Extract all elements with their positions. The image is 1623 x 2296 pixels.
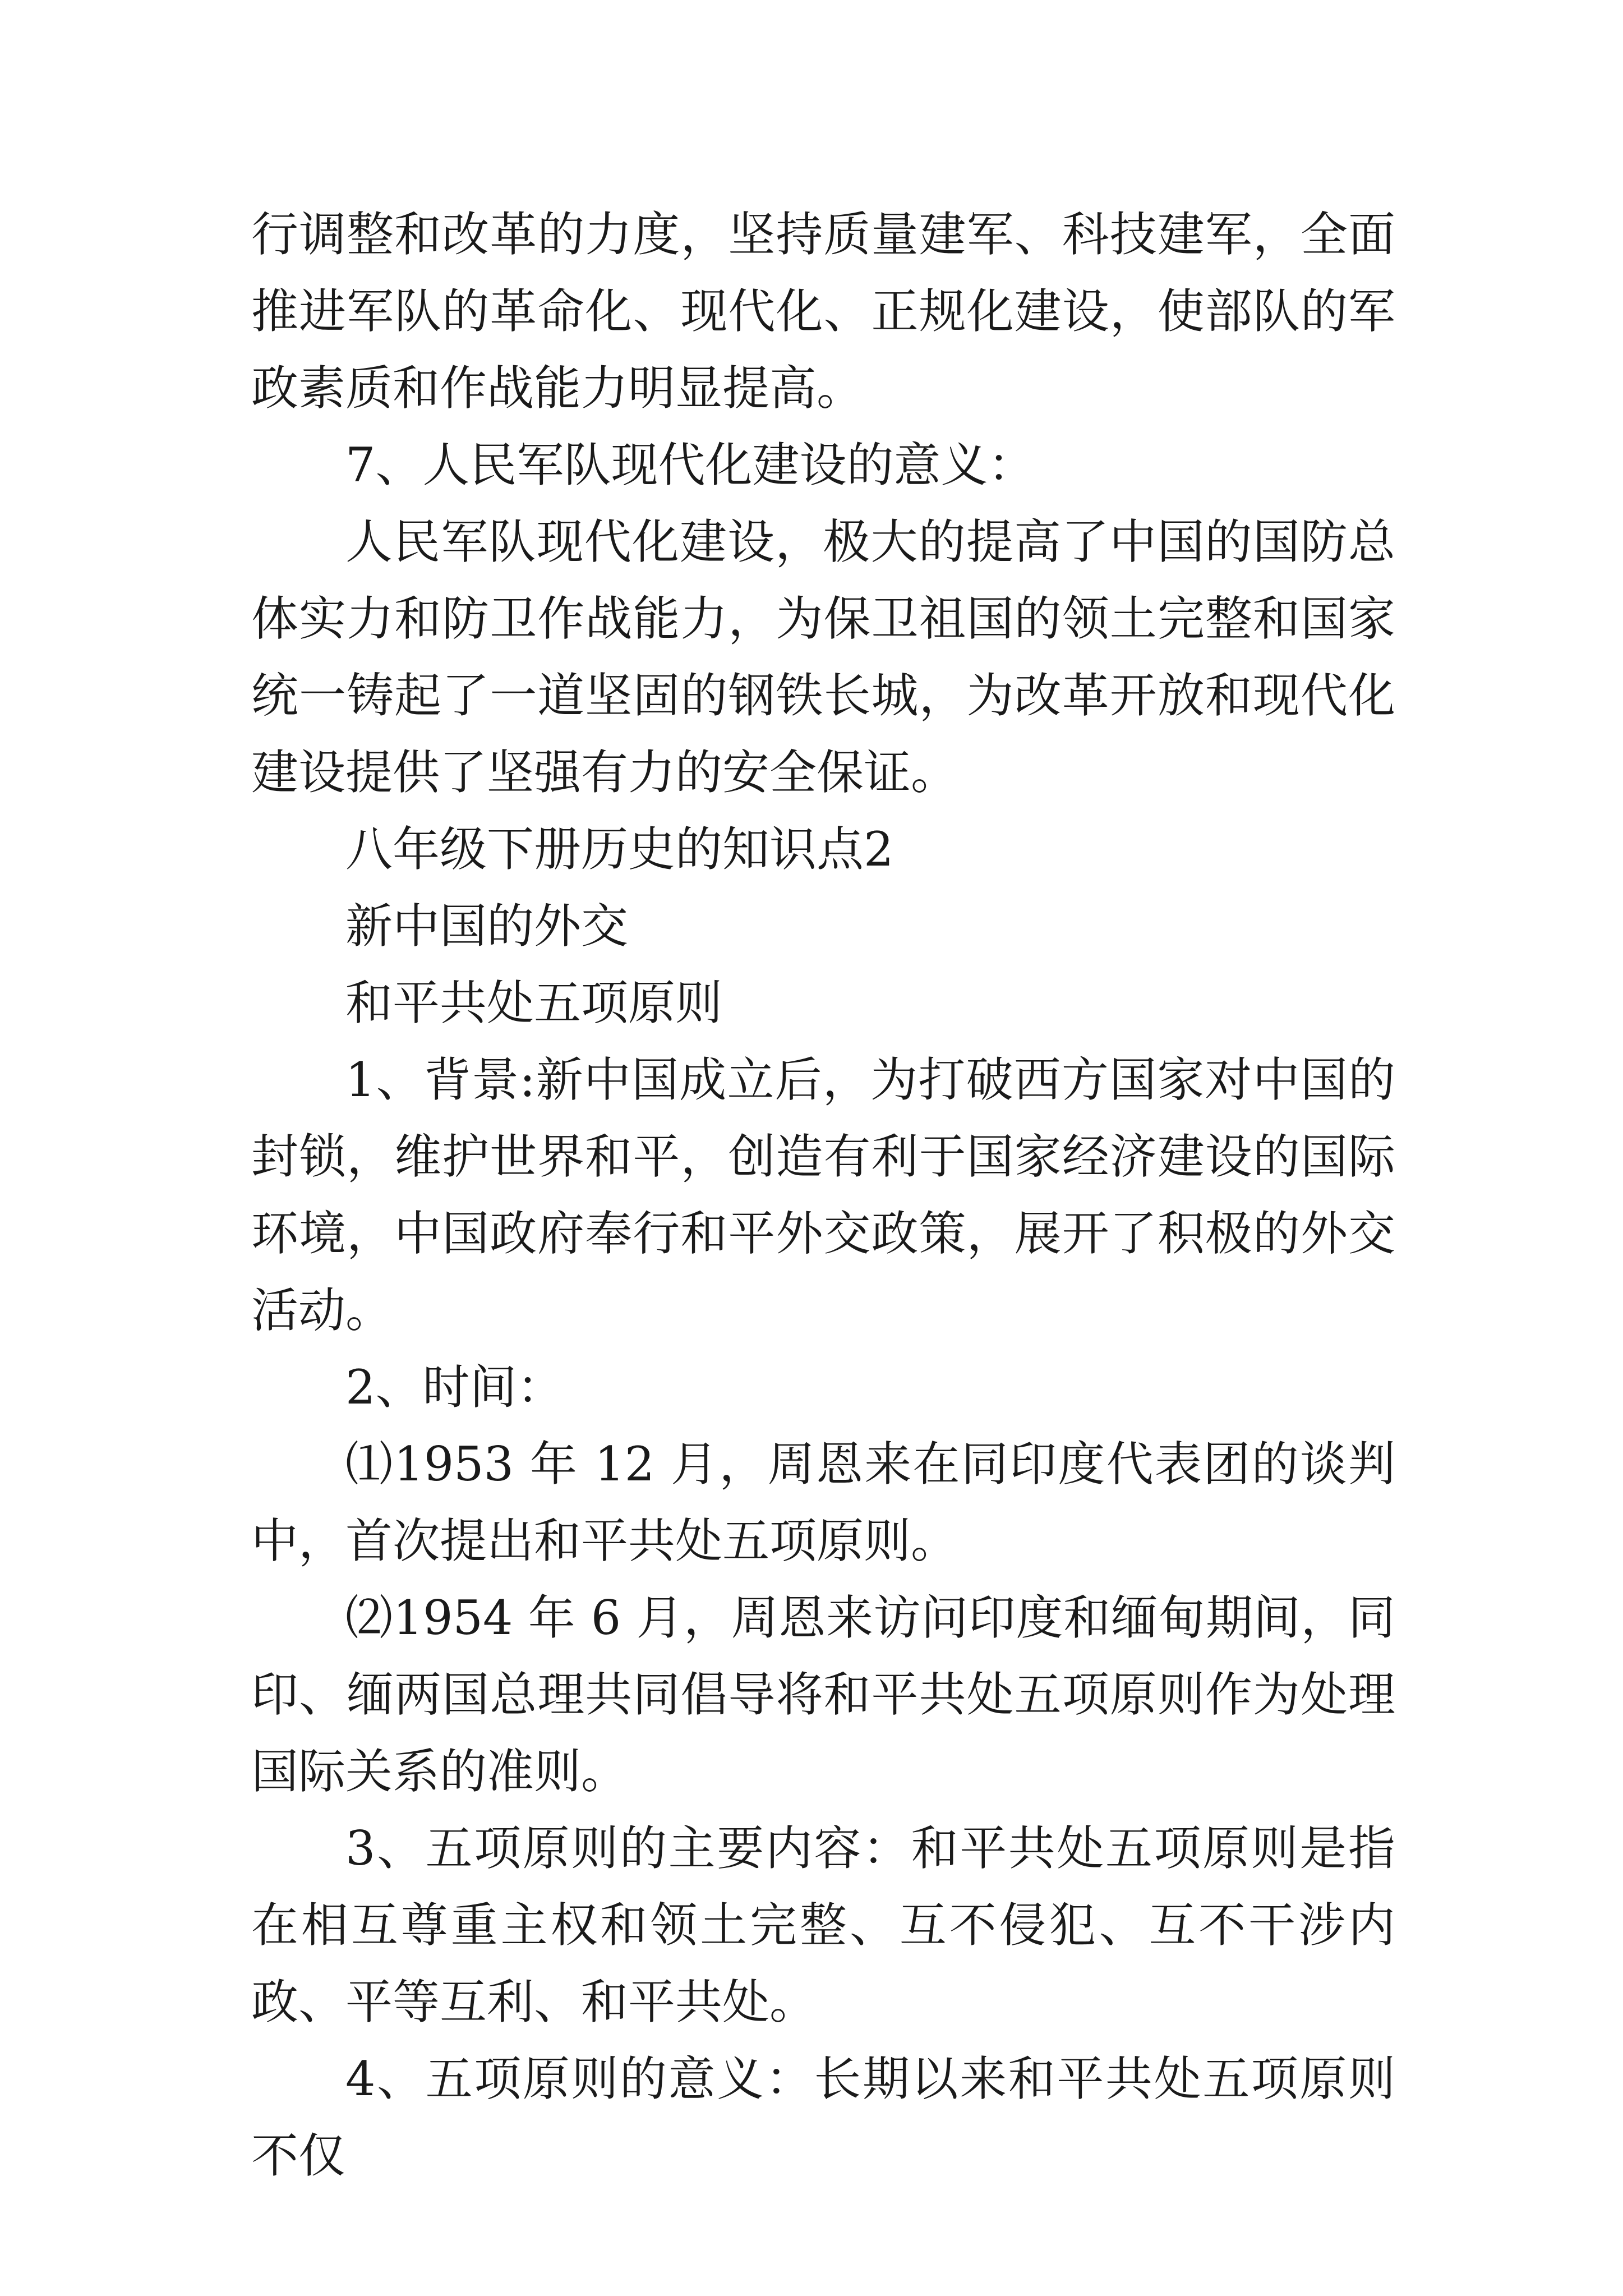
paragraph-time-1953: ⑴1953 年 12 月，周恩来在同印度代表团的谈判中，首次提出和平共处五项原则。 xyxy=(251,1437,1395,1568)
topic-title: 和平共处五项原则 xyxy=(345,976,723,1030)
paragraph-time-heading: 2、时间： xyxy=(345,1360,564,1415)
subsection-title: 新中国的外交 xyxy=(345,899,629,954)
section-title: 八年级下册历史的知识点2 xyxy=(345,822,894,877)
paragraph-modernization-significance: 人民军队现代化建设，极大的提高了中国的国防总体实力和防卫作战能力，为保卫祖国的领土完整和国家统一铸起了一道坚固的钢铁长城，为改革开放和现代化建设提供了坚强有力的安全保证。 xyxy=(251,514,1395,800)
paragraph-time-1954: ⑵1954 年 6 月，周恩来访问印度和缅甸期间，同印、缅两国总理共同倡导将和平共处五项原则作为处理国际关系的准则。 xyxy=(251,1590,1395,1799)
paragraph-significance: 4、五项原则的意义：长期以来和平共处五项原则不仅 xyxy=(251,2051,1395,2183)
document-body xyxy=(251,196,1395,2194)
paragraph-main-content: 3、五项原则的主要内容：和平共处五项原则是指在相互尊重主权和领土完整、互不侵犯、互不干涉内政、平等互利、和平共处。 xyxy=(251,1821,1395,2030)
paragraph-continuation: 行调整和改革的力度，坚持质量建军、科技建军，全面推进军队的革命化、现代化、正规化建设，使部队的军政素质和作战能力明显提高。 xyxy=(251,207,1395,416)
paragraph-background: 1、背景:新中国成立后，为打破西方国家对中国的封锁，维护世界和平，创造有利于国家经济建设的国际环境，中国政府奉行和平外交政策，展开了积极的外交活动。 xyxy=(251,1052,1395,1338)
paragraph-heading-7: 7、人民军队现代化建设的意义： xyxy=(345,438,1035,493)
